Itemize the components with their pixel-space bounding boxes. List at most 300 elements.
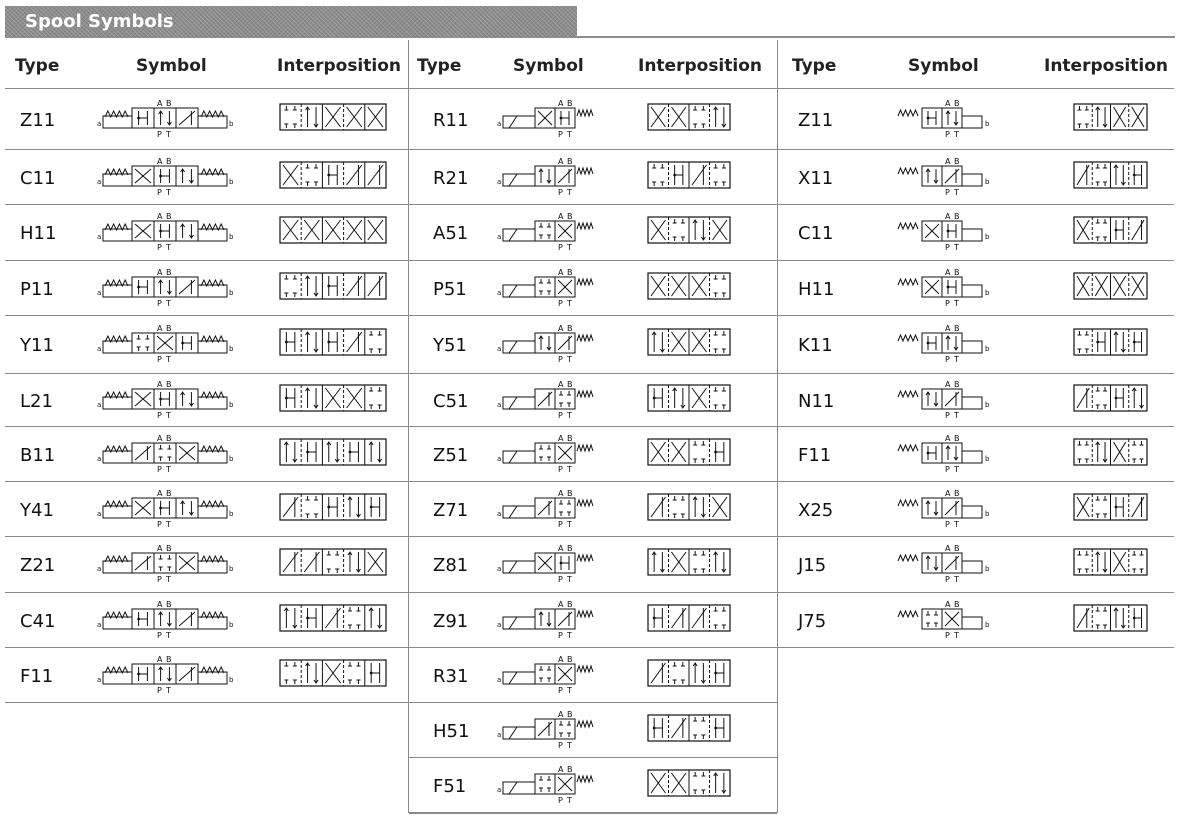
spool-row (409, 757, 777, 813)
spool-type-code: Y11 (20, 335, 54, 356)
spool-symbol-diagram (95, 267, 235, 309)
svg-text:a: a (97, 509, 102, 518)
spool-type-code: H51 (433, 720, 470, 742)
header-interposition: Interposition (1044, 56, 1168, 76)
spool-symbol-diagram (495, 267, 615, 309)
spool-type-code: F51 (433, 776, 467, 797)
spool-type-code: Z11 (798, 109, 834, 131)
svg-text:T: T (954, 464, 959, 474)
svg-text:b: b (229, 509, 234, 518)
svg-text:P: P (157, 355, 162, 364)
section-banner (5, 6, 577, 38)
svg-text:P: P (157, 464, 162, 474)
spool-type-code: J15 (798, 555, 827, 576)
header-symbol: Symbol (136, 56, 207, 76)
svg-text:A: A (558, 433, 564, 443)
spool-interposition-diagram (279, 545, 387, 579)
svg-text:P: P (157, 129, 162, 139)
spool-symbol-diagram (495, 156, 615, 198)
spool-type-code: Y51 (433, 335, 467, 356)
spool-row (778, 149, 1174, 204)
svg-text:T: T (166, 464, 171, 474)
svg-text:A: A (945, 324, 951, 333)
svg-text:a: a (497, 119, 502, 128)
spool-type-code: X11 (798, 167, 834, 189)
spool-row (409, 647, 777, 702)
svg-text:A: A (558, 488, 564, 498)
svg-text:a: a (497, 345, 502, 353)
svg-text:A: A (558, 709, 564, 719)
spool-row (409, 373, 777, 426)
svg-text:P: P (157, 187, 162, 197)
spool-symbol-diagram (495, 98, 615, 140)
spool-type-code: B11 (20, 444, 56, 466)
svg-text:P: P (945, 410, 950, 420)
spool-symbol-diagram (896, 599, 1006, 641)
svg-text:A: A (945, 379, 951, 389)
spool-symbol-diagram (896, 543, 1006, 585)
spool-type-code: J75 (798, 610, 827, 632)
spool-row (5, 481, 408, 536)
svg-text:a: a (97, 177, 102, 186)
spool-type-code: C11 (20, 167, 56, 189)
svg-text:T: T (567, 740, 572, 750)
spool-row (5, 204, 408, 260)
svg-text:b: b (985, 509, 990, 518)
svg-text:P: P (157, 298, 162, 308)
spool-row (409, 536, 777, 592)
svg-text:T: T (166, 519, 171, 529)
svg-text:P: P (945, 519, 950, 529)
spool-symbol-diagram (896, 379, 1006, 421)
spool-type-code: N11 (798, 390, 835, 412)
spool-symbol-diagram (495, 323, 615, 365)
spool-interposition-diagram (647, 766, 731, 800)
svg-text:A: A (945, 599, 951, 609)
svg-text:b: b (229, 675, 234, 684)
svg-text:T: T (166, 243, 171, 252)
svg-text:b: b (985, 288, 990, 297)
svg-text:T: T (567, 464, 572, 474)
svg-text:P: P (558, 630, 563, 640)
spool-interposition-diagram (279, 490, 387, 524)
spool-row (5, 260, 408, 315)
header-type: Type (792, 56, 837, 76)
svg-text:P: P (945, 575, 950, 584)
spool-row (778, 260, 1174, 315)
svg-text:a: a (497, 730, 502, 739)
svg-text:P: P (558, 740, 563, 750)
svg-text:A: A (157, 654, 163, 664)
svg-text:B: B (954, 433, 960, 443)
svg-text:A: A (558, 324, 564, 333)
svg-text:P: P (945, 129, 950, 139)
table-end-rule (409, 813, 777, 814)
svg-text:T: T (954, 243, 959, 252)
spool-interposition-diagram (1073, 213, 1148, 247)
header-type: Type (417, 56, 462, 76)
spool-interposition-diagram (647, 601, 731, 635)
spool-row (409, 204, 777, 260)
svg-text:A: A (558, 765, 564, 774)
spool-type-code: L21 (20, 390, 53, 412)
spool-symbol-diagram (95, 98, 235, 140)
svg-text:A: A (558, 212, 564, 221)
spool-interposition-diagram (1073, 158, 1148, 192)
svg-text:P: P (945, 630, 950, 640)
svg-text:A: A (157, 324, 163, 333)
svg-text:b: b (985, 233, 990, 241)
svg-text:a: a (97, 345, 102, 353)
svg-text:b: b (229, 454, 234, 463)
svg-text:B: B (567, 654, 573, 664)
spool-row (5, 426, 408, 481)
spool-type-code: F11 (798, 444, 832, 466)
svg-text:P: P (558, 685, 563, 695)
spool-interposition-diagram (279, 158, 387, 192)
svg-text:B: B (567, 267, 573, 277)
svg-text:T: T (166, 355, 171, 364)
svg-text:T: T (567, 519, 572, 529)
svg-text:B: B (567, 212, 573, 221)
svg-text:B: B (954, 156, 960, 166)
svg-text:a: a (97, 454, 102, 463)
spool-symbol-diagram (495, 211, 615, 253)
svg-text:B: B (567, 544, 573, 553)
spool-symbol-diagram (896, 433, 1006, 475)
spool-symbol-diagram (95, 156, 235, 198)
svg-text:a: a (97, 400, 102, 409)
svg-text:b: b (985, 400, 990, 409)
svg-text:B: B (166, 654, 172, 664)
spool-symbol-diagram (896, 211, 1006, 253)
svg-text:a: a (497, 177, 502, 186)
spool-interposition-diagram (647, 213, 731, 247)
svg-text:B: B (166, 599, 172, 609)
svg-text:A: A (945, 267, 951, 277)
spool-row (409, 426, 777, 481)
svg-text:A: A (157, 98, 163, 108)
spool-symbol-diagram (495, 379, 615, 421)
svg-text:b: b (985, 345, 990, 353)
spool-symbol-diagram (95, 599, 235, 641)
spool-type-code: Y41 (20, 499, 54, 521)
spool-row (5, 149, 408, 204)
svg-text:a: a (497, 233, 502, 241)
svg-text:b: b (229, 345, 234, 353)
svg-text:P: P (157, 519, 162, 529)
spool-symbol-diagram (95, 488, 235, 530)
spool-row (5, 88, 408, 149)
spool-row (5, 315, 408, 373)
svg-text:A: A (558, 98, 564, 108)
svg-text:B: B (954, 267, 960, 277)
spool-row (409, 88, 777, 149)
svg-text:T: T (954, 630, 959, 640)
svg-text:b: b (229, 233, 234, 241)
spool-type-code: K11 (798, 335, 833, 356)
svg-text:P: P (558, 129, 563, 139)
svg-text:A: A (945, 544, 951, 553)
svg-text:T: T (567, 129, 572, 139)
spool-interposition-diagram (279, 213, 387, 247)
svg-text:A: A (157, 267, 163, 277)
spool-interposition-diagram (279, 435, 387, 469)
svg-text:a: a (97, 288, 102, 297)
svg-text:P: P (558, 243, 563, 252)
spool-interposition-diagram (647, 158, 731, 192)
svg-text:B: B (567, 324, 573, 333)
column-header (5, 40, 408, 88)
svg-text:T: T (567, 187, 572, 197)
svg-text:T: T (954, 519, 959, 529)
spool-type-code: P51 (433, 278, 467, 300)
spool-interposition-diagram (647, 490, 731, 524)
svg-text:b: b (229, 119, 234, 128)
svg-text:B: B (954, 379, 960, 389)
svg-text:T: T (954, 129, 959, 139)
svg-text:B: B (567, 433, 573, 443)
column-header (409, 40, 777, 88)
spool-row (409, 315, 777, 373)
svg-text:B: B (166, 433, 172, 443)
svg-text:b: b (985, 454, 990, 463)
svg-text:P: P (558, 298, 563, 308)
spool-symbol-diagram (495, 764, 615, 806)
spool-interposition-diagram (279, 100, 387, 134)
svg-text:a: a (497, 454, 502, 463)
svg-text:P: P (558, 187, 563, 197)
spool-type-code: Z91 (433, 610, 469, 632)
spool-type-code: C51 (433, 390, 469, 412)
svg-text:T: T (954, 355, 959, 364)
spool-symbol-diagram (95, 211, 235, 253)
svg-text:P: P (945, 464, 950, 474)
spool-interposition-diagram (647, 711, 731, 745)
svg-text:T: T (166, 630, 171, 640)
spool-interposition-diagram (1073, 601, 1148, 635)
svg-text:A: A (558, 599, 564, 609)
svg-text:b: b (229, 620, 234, 629)
svg-text:A: A (157, 156, 163, 166)
svg-text:T: T (166, 129, 171, 139)
svg-text:b: b (229, 565, 234, 573)
column-header (778, 40, 1174, 88)
spool-symbol-diagram (495, 433, 615, 475)
svg-text:A: A (945, 98, 951, 108)
svg-text:b: b (985, 620, 990, 629)
svg-text:A: A (157, 488, 163, 498)
spool-row (409, 260, 777, 315)
svg-text:b: b (229, 288, 234, 297)
svg-text:T: T (567, 630, 572, 640)
spool-symbol-diagram (896, 488, 1006, 530)
svg-text:P: P (157, 630, 162, 640)
spool-interposition-diagram (279, 325, 387, 359)
svg-text:B: B (954, 98, 960, 108)
spool-type-code: R11 (433, 109, 469, 131)
svg-text:b: b (229, 177, 234, 186)
spool-symbol-diagram (495, 543, 615, 585)
spool-type-code: F11 (20, 665, 54, 687)
spool-row (409, 592, 777, 647)
spool-interposition-diagram (647, 656, 731, 690)
svg-text:A: A (945, 433, 951, 443)
spool-row (409, 702, 777, 757)
svg-text:B: B (567, 379, 573, 389)
svg-text:B: B (954, 324, 960, 333)
spool-symbol-diagram (896, 156, 1006, 198)
spool-symbol-diagram (495, 488, 615, 530)
spool-symbol-diagram (896, 267, 1006, 309)
svg-text:P: P (945, 355, 950, 364)
spool-type-code: Z11 (20, 109, 56, 131)
svg-text:P: P (945, 298, 950, 308)
svg-text:B: B (166, 156, 172, 166)
header-symbol: Symbol (908, 56, 979, 76)
svg-text:P: P (157, 410, 162, 420)
svg-text:B: B (567, 765, 573, 774)
svg-text:A: A (558, 156, 564, 166)
spool-symbol-diagram (95, 543, 235, 585)
spool-type-code: P11 (20, 278, 54, 300)
svg-text:B: B (166, 544, 172, 553)
spool-type-code: Z51 (433, 444, 469, 466)
svg-text:a: a (497, 675, 502, 684)
svg-text:a: a (497, 786, 502, 794)
svg-text:B: B (567, 156, 573, 166)
svg-text:b: b (229, 400, 234, 409)
spool-interposition-diagram (1073, 381, 1148, 415)
section-title: Spool Symbols (25, 11, 174, 32)
svg-text:b: b (985, 177, 990, 186)
svg-text:A: A (558, 267, 564, 277)
spool-type-code: Z21 (20, 555, 56, 576)
spool-type-code: H11 (798, 278, 835, 300)
spool-interposition-diagram (1073, 100, 1148, 134)
svg-text:T: T (954, 575, 959, 584)
svg-text:P: P (558, 575, 563, 584)
svg-text:T: T (166, 410, 171, 420)
spool-symbol-diagram (95, 654, 235, 696)
svg-text:T: T (567, 685, 572, 695)
svg-text:P: P (558, 796, 563, 805)
svg-text:A: A (157, 433, 163, 443)
svg-text:B: B (166, 488, 172, 498)
spool-row (409, 481, 777, 536)
spool-row (778, 373, 1174, 426)
svg-text:A: A (945, 156, 951, 166)
svg-text:T: T (567, 298, 572, 308)
spool-row (409, 149, 777, 204)
svg-text:B: B (166, 324, 172, 333)
svg-text:b: b (985, 119, 990, 128)
svg-text:b: b (985, 565, 990, 573)
svg-text:P: P (945, 243, 950, 252)
spool-symbol-diagram (896, 98, 1006, 140)
spool-row (778, 315, 1174, 373)
svg-text:P: P (558, 355, 563, 364)
spool-interposition-diagram (647, 381, 731, 415)
svg-text:A: A (945, 488, 951, 498)
svg-text:A: A (558, 654, 564, 664)
svg-text:T: T (954, 410, 959, 420)
spool-type-code: Z81 (433, 555, 469, 576)
svg-text:a: a (97, 675, 102, 684)
svg-text:A: A (558, 544, 564, 553)
svg-text:P: P (157, 575, 162, 584)
svg-text:T: T (166, 575, 171, 584)
svg-text:a: a (497, 288, 502, 297)
spool-symbol-diagram (95, 323, 235, 365)
svg-text:A: A (157, 599, 163, 609)
spool-symbol-diagram (95, 433, 235, 475)
svg-text:A: A (157, 544, 163, 553)
banner-rule (577, 36, 1175, 38)
spool-interposition-diagram (279, 381, 387, 415)
spool-row (778, 88, 1174, 149)
spool-row (778, 481, 1174, 536)
spool-interposition-diagram (1073, 269, 1148, 303)
svg-text:B: B (567, 488, 573, 498)
spool-interposition-diagram (647, 545, 731, 579)
spool-interposition-diagram (279, 656, 387, 690)
svg-text:A: A (157, 212, 163, 221)
svg-text:a: a (97, 620, 102, 629)
svg-text:A: A (157, 379, 163, 389)
svg-text:T: T (567, 355, 572, 364)
svg-text:P: P (558, 464, 563, 474)
spool-interposition-diagram (647, 435, 731, 469)
header-interposition: Interposition (277, 56, 401, 76)
svg-text:B: B (954, 488, 960, 498)
svg-text:B: B (954, 544, 960, 553)
svg-text:a: a (497, 620, 502, 629)
spool-interposition-diagram (279, 601, 387, 635)
svg-text:a: a (497, 509, 502, 518)
svg-text:B: B (166, 98, 172, 108)
table-end-rule (778, 647, 1174, 648)
svg-text:B: B (166, 267, 172, 277)
spool-symbol-diagram (495, 654, 615, 696)
spool-row (778, 592, 1174, 647)
svg-text:P: P (945, 187, 950, 197)
svg-text:B: B (166, 212, 172, 221)
svg-text:T: T (567, 410, 572, 420)
spool-interposition-diagram (647, 100, 731, 134)
spool-row (5, 373, 408, 426)
svg-text:P: P (157, 685, 162, 695)
spool-row (778, 204, 1174, 260)
spool-type-code: R21 (433, 167, 469, 189)
svg-text:P: P (558, 519, 563, 529)
table-end-rule (5, 702, 408, 703)
svg-text:P: P (558, 410, 563, 420)
spool-row (778, 426, 1174, 481)
svg-text:B: B (954, 212, 960, 221)
svg-text:T: T (166, 685, 171, 695)
spool-interposition-diagram (647, 269, 731, 303)
svg-text:A: A (945, 212, 951, 221)
spool-row (5, 536, 408, 592)
spool-type-code: H11 (20, 223, 57, 244)
svg-text:A: A (558, 379, 564, 389)
spool-symbol-diagram (495, 599, 615, 641)
spool-interposition-diagram (279, 269, 387, 303)
svg-text:T: T (166, 298, 171, 308)
header-symbol: Symbol (513, 56, 584, 76)
svg-text:B: B (166, 379, 172, 389)
